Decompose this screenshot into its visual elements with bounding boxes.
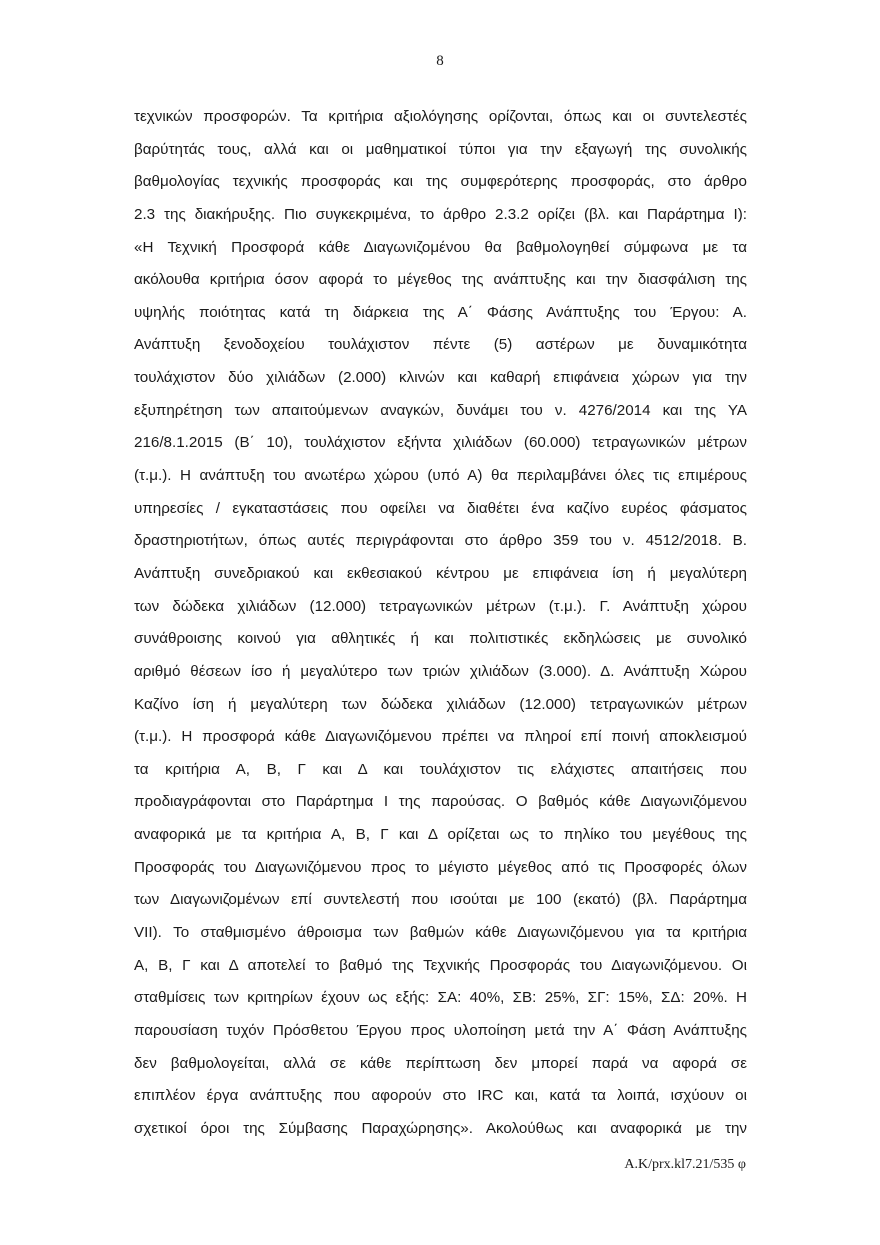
text-line: αναφορικά με τα κριτήρια Α, Β, Γ και Δ ορίζεται ως το πηλίκο του μεγέθους της (134, 826, 747, 844)
text-line: εξυπηρέτηση των απαιτούμενων αναγκών, δυνάμει του ν. 4276/2014 και της ΥΑ (134, 401, 747, 419)
text-line: δραστηριοτήτων, όπως αυτές περιγράφονται στο άρθρο 359 του ν. 4512/2018. Β. (134, 532, 747, 550)
text-line: 216/8.1.2015 (Β΄ 10), τουλάχιστον εξήντα χιλιάδων (60.000) τετραγωνικών μέτρων (134, 434, 747, 452)
text-line: Προσφοράς του Διαγωνιζόμενου προς το μέγιστο μέγεθος από τις Προσφορές όλων (134, 858, 747, 876)
text-line: βαθμολογίας τεχνικής προσφοράς και της συμφερότερης προσφοράς, στο άρθρο (134, 173, 747, 191)
body-text (134, 101, 747, 1146)
text-line: προδιαγράφονται στο Παράρτημα Ι της παρούσας. Ο βαθμός κάθε Διαγωνιζόμενου (134, 793, 747, 811)
text-line: ακόλουθα κριτήρια όσον αφορά το μέγεθος της ανάπτυξης και την διασφάλιση της (134, 271, 747, 289)
page-number: 8 (436, 53, 444, 69)
text-line: δεν βαθμολογείται, αλλά σε κάθε περίπτωση δεν μπορεί παρά να αφορά σε (134, 1054, 747, 1072)
text-line: επιπλέον έργα ανάπτυξης που αφορούν στο IRC και, κατά τα λοιπά, ισχύουν οι (134, 1087, 747, 1105)
text-line: των δώδεκα χιλιάδων (12.000) τετραγωνικών μέτρων (τ.μ.). Γ. Ανάπτυξη χώρου (134, 597, 747, 615)
text-line: αριθμό θέσεων ίσο ή μεγαλύτερο των τριών χιλιάδων (3.000). Δ. Ανάπτυξη Χώρου (134, 662, 747, 680)
footer-reference: Α.Κ/prx.kl7.21/535 φ (624, 1157, 746, 1172)
text-line: (τ.μ.). Η ανάπτυξη του ανωτέρω χώρου (υπό Α) θα περιλαμβάνει όλες τις επιμέρους (134, 467, 747, 485)
text-line: 2.3 της διακήρυξης. Πιο συγκεκριμένα, το άρθρο 2.3.2 ορίζει (βλ. και Παράρτημα Ι): (134, 205, 747, 223)
text-line: Ανάπτυξη συνεδριακού και εκθεσιακού κέντρου με επιφάνεια ίση ή μεγαλύτερη (134, 564, 747, 582)
text-line: σταθμίσεις των κριτηρίων έχουν ως εξής: ΣΑ: 40%, ΣΒ: 25%, ΣΓ: 15%, ΣΔ: 20%. Η (134, 989, 747, 1007)
text-line: τεχνικών προσφορών. Τα κριτήρια αξιολόγησης ορίζονται, όπως και οι συντελεστές (134, 108, 747, 125)
text-line: (τ.μ.). Η προσφορά κάθε Διαγωνιζόμενου πρέπει να πληροί επί ποινή αποκλεισμού (134, 728, 747, 746)
text-line: υψηλής ποιότητας κατά τη διάρκεια της Α΄ Φάσης Ανάπτυξης του Έργου: Α. (134, 303, 747, 321)
text-line: βαρύτητάς τους, αλλά και οι μαθηματικοί τύποι για την εξαγωγή της συνολικής (134, 140, 747, 158)
text-line: τα κριτήρια Α, Β, Γ και Δ και τουλάχιστον τις ελάχιστες απαιτήσεις που (134, 760, 747, 778)
text-line: Ανάπτυξη ξενοδοχείου τουλάχιστον πέντε (5) αστέρων με δυναμικότητα (134, 336, 747, 354)
text-line: παρουσίαση τυχόν Πρόσθετου Έργου προς υλοποίηση μετά την Α΄ Φάση Ανάπτυξης (134, 1021, 747, 1039)
text-line: Α, Β, Γ και Δ αποτελεί το βαθμό της Τεχνικής Προσφοράς του Διαγωνιζόμενου. Οι (134, 956, 747, 974)
text-line: «Η Τεχνική Προσφορά κάθε Διαγωνιζομένου θα βαθμολογηθεί σύμφωνα με τα (134, 238, 747, 256)
text-line: υπηρεσίες / εγκαταστάσεις που οφείλει να διαθέτει ένα καζίνο ευρέος φάσματος (134, 499, 747, 517)
text-line: των Διαγωνιζομένων επί συντελεστή που ισούται με 100 (εκατό) (βλ. Παράρτημα (134, 891, 747, 909)
text-line: συνάθροισης κοινού για αθλητικές ή και πολιτιστικές εκδηλώσεις με συνολικό (134, 630, 747, 648)
text-line: τουλάχιστον δύο χιλιάδων (2.000) κλινών και καθαρή επιφάνεια χώρων για την (134, 369, 747, 387)
text-line: VII). Το σταθμισμένο άθροισμα των βαθμών κάθε Διαγωνιζόμενου για τα κριτήρια (134, 924, 747, 942)
text-line: Καζίνο ίση ή μεγαλύτερη των δώδεκα χιλιάδων (12.000) τετραγωνικών μέτρων (134, 695, 747, 713)
text-line: σχετικοί όροι της Σύμβασης Παραχώρησης». Ακολούθως και αναφορικά με την (134, 1119, 747, 1137)
